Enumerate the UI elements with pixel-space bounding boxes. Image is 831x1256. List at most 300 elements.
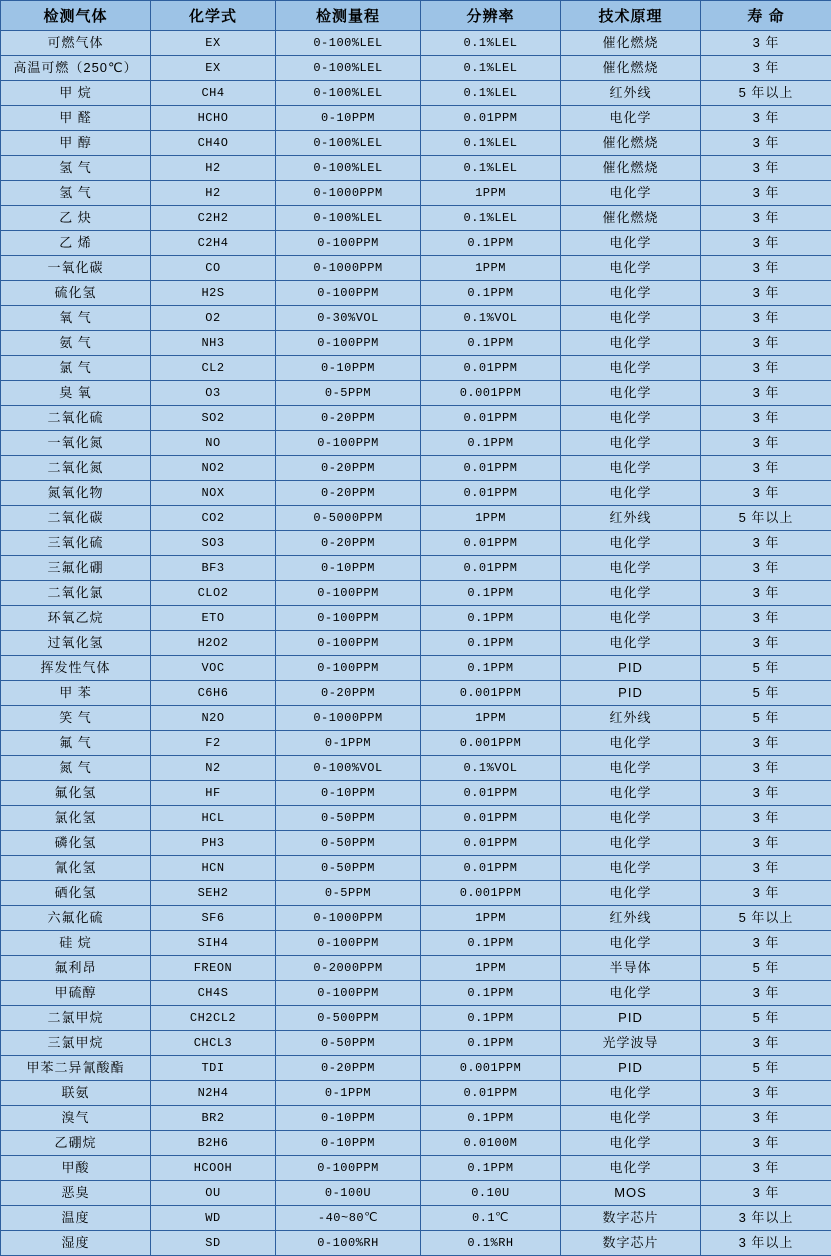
table-row: [1, 306, 831, 331]
table-cell-life: 3 年: [701, 456, 831, 481]
table-cell-formula: N2H4: [151, 1081, 276, 1106]
table-cell-formula: HF: [151, 781, 276, 806]
table-cell-res: 0.01PPM: [421, 106, 561, 131]
table-cell-range: 0-2000PPM: [276, 956, 421, 981]
table-cell-range: 0-100PPM: [276, 656, 421, 681]
table-cell-formula: C6H6: [151, 681, 276, 706]
table-cell-formula: CL2: [151, 356, 276, 381]
table-cell-life: 5 年: [701, 706, 831, 731]
table-cell-res: 0.01PPM: [421, 856, 561, 881]
table-cell-name: 甲 醇: [1, 131, 151, 156]
table-cell-name: 甲苯二异氰酸酯: [1, 1056, 151, 1081]
table-cell-res: 0.1PPM: [421, 606, 561, 631]
table-row: [1, 431, 831, 456]
table-row: [1, 906, 831, 931]
table-cell-range: 0-50PPM: [276, 831, 421, 856]
table-cell-tech: 电化学: [561, 256, 701, 281]
table-cell-formula: SD: [151, 1231, 276, 1256]
table-cell-range: 0-100%VOL: [276, 756, 421, 781]
table-cell-tech: 电化学: [561, 431, 701, 456]
table-cell-range: 0-20PPM: [276, 531, 421, 556]
table-cell-life: 3 年: [701, 56, 831, 81]
table-cell-life: 3 年: [701, 881, 831, 906]
table-row: [1, 131, 831, 156]
table-cell-res: 0.1%LEL: [421, 31, 561, 56]
table-cell-name: 联氨: [1, 1081, 151, 1106]
table-cell-range: 0-100%LEL: [276, 31, 421, 56]
table-cell-res: 0.001PPM: [421, 881, 561, 906]
table-cell-range: 0-100U: [276, 1181, 421, 1206]
table-cell-tech: 电化学: [561, 831, 701, 856]
table-cell-res: 0.1PPM: [421, 581, 561, 606]
table-row: [1, 781, 831, 806]
table-cell-name: 氟利昂: [1, 956, 151, 981]
table-row: [1, 106, 831, 131]
table-cell-name: 甲酸: [1, 1156, 151, 1181]
table-cell-life: 3 年: [701, 931, 831, 956]
table-row: [1, 1156, 831, 1181]
table-row: [1, 581, 831, 606]
table-cell-formula: CH4S: [151, 981, 276, 1006]
table-row: [1, 1006, 831, 1031]
table-cell-tech: 电化学: [561, 606, 701, 631]
table-cell-range: 0-1PPM: [276, 1081, 421, 1106]
table-cell-life: 3 年: [701, 781, 831, 806]
table-cell-range: 0-50PPM: [276, 1031, 421, 1056]
table-row: [1, 1031, 831, 1056]
table-row: [1, 881, 831, 906]
table-cell-name: 甲 醛: [1, 106, 151, 131]
table-cell-name: 三氯甲烷: [1, 1031, 151, 1056]
table-cell-name: 甲 苯: [1, 681, 151, 706]
table-cell-life: 3 年: [701, 481, 831, 506]
table-cell-life: 3 年: [701, 431, 831, 456]
table-row: [1, 1081, 831, 1106]
table-cell-res: 0.01PPM: [421, 1081, 561, 1106]
table-cell-range: 0-100%LEL: [276, 81, 421, 106]
table-cell-formula: C2H4: [151, 231, 276, 256]
table-cell-res: 0.1PPM: [421, 431, 561, 456]
table-cell-formula: BR2: [151, 1106, 276, 1131]
table-cell-life: 3 年: [701, 1031, 831, 1056]
table-cell-range: 0-1000PPM: [276, 706, 421, 731]
table-cell-life: 3 年: [701, 381, 831, 406]
table-cell-tech: 数字芯片: [561, 1206, 701, 1231]
table-cell-formula: TDI: [151, 1056, 276, 1081]
table-cell-formula: C2H2: [151, 206, 276, 231]
table-row: [1, 931, 831, 956]
table-cell-range: 0-100PPM: [276, 331, 421, 356]
table-cell-res: 0.01PPM: [421, 406, 561, 431]
table-cell-life: 3 年: [701, 231, 831, 256]
table-cell-tech: 电化学: [561, 731, 701, 756]
table-cell-res: 0.01PPM: [421, 531, 561, 556]
table-cell-formula: H2: [151, 181, 276, 206]
table-cell-range: 0-5PPM: [276, 381, 421, 406]
table-cell-formula: NO2: [151, 456, 276, 481]
table-cell-formula: OU: [151, 1181, 276, 1206]
table-cell-tech: 催化燃烧: [561, 206, 701, 231]
table-cell-range: 0-100%LEL: [276, 156, 421, 181]
table-cell-formula: SO3: [151, 531, 276, 556]
table-cell-formula: CO: [151, 256, 276, 281]
table-cell-range: 0-20PPM: [276, 456, 421, 481]
table-cell-range: 0-10PPM: [276, 106, 421, 131]
table-cell-name: 二氧化硫: [1, 406, 151, 431]
table-cell-life: 3 年: [701, 356, 831, 381]
table-cell-range: 0-100%RH: [276, 1231, 421, 1256]
table-cell-life: 5 年以上: [701, 81, 831, 106]
table-cell-formula: NOX: [151, 481, 276, 506]
table-cell-range: 0-5PPM: [276, 881, 421, 906]
table-cell-tech: 半导体: [561, 956, 701, 981]
table-row: [1, 31, 831, 56]
table-cell-res: 0.1PPM: [421, 631, 561, 656]
table-cell-res: 1PPM: [421, 706, 561, 731]
table-cell-name: 三氧化硫: [1, 531, 151, 556]
column-header-range: 检测量程: [276, 1, 421, 31]
table-row: [1, 231, 831, 256]
table-cell-res: 0.01PPM: [421, 356, 561, 381]
table-cell-range: 0-20PPM: [276, 481, 421, 506]
table-cell-name: 氧 气: [1, 306, 151, 331]
table-cell-tech: PID: [561, 656, 701, 681]
table-cell-tech: 电化学: [561, 306, 701, 331]
table-row: [1, 1056, 831, 1081]
table-cell-res: 0.01PPM: [421, 481, 561, 506]
table-cell-res: 0.1%LEL: [421, 81, 561, 106]
table-cell-formula: CO2: [151, 506, 276, 531]
table-row: [1, 856, 831, 881]
table-cell-life: 3 年: [701, 981, 831, 1006]
table-cell-res: 0.01PPM: [421, 806, 561, 831]
table-cell-res: 0.1PPM: [421, 331, 561, 356]
table-row: [1, 606, 831, 631]
table-cell-res: 0.1PPM: [421, 656, 561, 681]
table-cell-formula: CH4: [151, 81, 276, 106]
table-cell-tech: MOS: [561, 1181, 701, 1206]
table-cell-name: 氨 气: [1, 331, 151, 356]
table-cell-range: 0-1000PPM: [276, 181, 421, 206]
table-cell-formula: EX: [151, 31, 276, 56]
table-cell-life: 3 年: [701, 856, 831, 881]
table-cell-name: 臭 氧: [1, 381, 151, 406]
table-cell-life: 3 年: [701, 406, 831, 431]
table-cell-name: 六氟化硫: [1, 906, 151, 931]
table-row: [1, 506, 831, 531]
table-cell-res: 0.01PPM: [421, 456, 561, 481]
table-cell-res: 0.1℃: [421, 1206, 561, 1231]
table-cell-name: 硒化氢: [1, 881, 151, 906]
table-cell-res: 0.01PPM: [421, 781, 561, 806]
table-row: [1, 806, 831, 831]
table-cell-res: 1PPM: [421, 256, 561, 281]
table-cell-range: 0-20PPM: [276, 406, 421, 431]
table-cell-tech: 红外线: [561, 706, 701, 731]
table-cell-name: 磷化氢: [1, 831, 151, 856]
table-cell-life: 3 年: [701, 731, 831, 756]
table-cell-res: 0.1%RH: [421, 1231, 561, 1256]
table-row: [1, 531, 831, 556]
table-cell-res: 0.001PPM: [421, 1056, 561, 1081]
table-cell-life: 5 年以上: [701, 506, 831, 531]
table-header-row: [1, 1, 831, 31]
table-cell-formula: H2: [151, 156, 276, 181]
table-cell-res: 0.001PPM: [421, 381, 561, 406]
table-cell-tech: 电化学: [561, 406, 701, 431]
table-cell-tech: 电化学: [561, 806, 701, 831]
table-row: [1, 956, 831, 981]
table-cell-range: 0-100PPM: [276, 631, 421, 656]
table-cell-name: 乙 烯: [1, 231, 151, 256]
table-cell-formula: O2: [151, 306, 276, 331]
table-cell-range: 0-500PPM: [276, 1006, 421, 1031]
table-cell-tech: 电化学: [561, 581, 701, 606]
table-cell-name: 过氧化氢: [1, 631, 151, 656]
column-header-principle: 技术原理: [561, 1, 701, 31]
table-cell-formula: O3: [151, 381, 276, 406]
table-row: [1, 281, 831, 306]
table-row: [1, 831, 831, 856]
table-cell-tech: 电化学: [561, 931, 701, 956]
table-cell-name: 硅 烷: [1, 931, 151, 956]
table-cell-range: 0-100PPM: [276, 281, 421, 306]
table-cell-life: 5 年: [701, 1056, 831, 1081]
table-cell-name: 氰化氢: [1, 856, 151, 881]
table-cell-life: 3 年: [701, 156, 831, 181]
table-cell-range: 0-100%LEL: [276, 56, 421, 81]
table-row: [1, 1131, 831, 1156]
table-cell-formula: H2S: [151, 281, 276, 306]
table-row: [1, 56, 831, 81]
table-cell-life: 3 年: [701, 756, 831, 781]
table-cell-tech: 红外线: [561, 81, 701, 106]
table-cell-range: 0-20PPM: [276, 1056, 421, 1081]
table-cell-tech: 催化燃烧: [561, 56, 701, 81]
table-cell-tech: 光学波导: [561, 1031, 701, 1056]
table-cell-life: 3 年: [701, 256, 831, 281]
table-cell-res: 0.1PPM: [421, 1006, 561, 1031]
table-cell-formula: FREON: [151, 956, 276, 981]
table-cell-formula: EX: [151, 56, 276, 81]
table-cell-life: 3 年: [701, 1081, 831, 1106]
table-row: [1, 331, 831, 356]
table-cell-range: 0-100PPM: [276, 606, 421, 631]
table-cell-res: 0.0100M: [421, 1131, 561, 1156]
table-cell-formula: NH3: [151, 331, 276, 356]
table-cell-name: 一氧化氮: [1, 431, 151, 456]
table-cell-range: 0-10PPM: [276, 356, 421, 381]
table-cell-tech: 电化学: [561, 981, 701, 1006]
table-cell-formula: WD: [151, 1206, 276, 1231]
table-cell-life: 5 年: [701, 681, 831, 706]
column-header-formula: 化学式: [151, 1, 276, 31]
table-cell-life: 5 年: [701, 956, 831, 981]
column-header-resolution: 分辨率: [421, 1, 561, 31]
table-cell-formula: SIH4: [151, 931, 276, 956]
table-cell-name: 二氯甲烷: [1, 1006, 151, 1031]
table-cell-tech: 电化学: [561, 231, 701, 256]
table-cell-formula: HCHO: [151, 106, 276, 131]
table-cell-life: 3 年: [701, 556, 831, 581]
table-row: [1, 756, 831, 781]
table-cell-name: 二氧化氮: [1, 456, 151, 481]
table-cell-life: 5 年以上: [701, 906, 831, 931]
table-cell-res: 0.1PPM: [421, 981, 561, 1006]
table-cell-name: 笑 气: [1, 706, 151, 731]
table-cell-tech: PID: [561, 1056, 701, 1081]
table-cell-res: 0.1%LEL: [421, 131, 561, 156]
table-cell-range: 0-10PPM: [276, 1131, 421, 1156]
table-cell-life: 3 年: [701, 31, 831, 56]
table-cell-range: 0-1000PPM: [276, 906, 421, 931]
table-cell-tech: 催化燃烧: [561, 31, 701, 56]
table-cell-res: 0.10U: [421, 1181, 561, 1206]
table-cell-name: 硫化氢: [1, 281, 151, 306]
table-row: [1, 1231, 831, 1256]
table-cell-formula: NO: [151, 431, 276, 456]
table-row: [1, 1206, 831, 1231]
table-cell-tech: 电化学: [561, 381, 701, 406]
table-cell-formula: CLO2: [151, 581, 276, 606]
table-cell-res: 0.01PPM: [421, 556, 561, 581]
table-cell-name: 三氟化硼: [1, 556, 151, 581]
table-cell-name: 二氧化碳: [1, 506, 151, 531]
table-row: [1, 356, 831, 381]
table-cell-formula: ETO: [151, 606, 276, 631]
table-row: [1, 206, 831, 231]
table-cell-tech: 电化学: [561, 1081, 701, 1106]
table-cell-formula: CH4O: [151, 131, 276, 156]
table-cell-life: 5 年: [701, 1006, 831, 1031]
table-cell-range: 0-1PPM: [276, 731, 421, 756]
table-cell-name: 温度: [1, 1206, 151, 1231]
table-cell-range: 0-20PPM: [276, 681, 421, 706]
table-cell-res: 0.1PPM: [421, 1156, 561, 1181]
table-cell-tech: 电化学: [561, 331, 701, 356]
table-cell-name: 一氧化碳: [1, 256, 151, 281]
table-cell-range: 0-1000PPM: [276, 256, 421, 281]
table-cell-formula: CH2CL2: [151, 1006, 276, 1031]
table-cell-life: 3 年: [701, 631, 831, 656]
table-cell-res: 0.1PPM: [421, 231, 561, 256]
table-body: [1, 31, 831, 1256]
table-cell-name: 氯化氢: [1, 806, 151, 831]
table-cell-tech: 电化学: [561, 781, 701, 806]
table-cell-range: 0-10PPM: [276, 556, 421, 581]
table-cell-life: 3 年: [701, 806, 831, 831]
table-cell-formula: SO2: [151, 406, 276, 431]
table-cell-name: 氟 气: [1, 731, 151, 756]
table-cell-range: 0-100PPM: [276, 931, 421, 956]
table-cell-range: -40~80℃: [276, 1206, 421, 1231]
table-cell-tech: 电化学: [561, 1106, 701, 1131]
table-cell-res: 0.1PPM: [421, 931, 561, 956]
table-row: [1, 181, 831, 206]
table-row: [1, 981, 831, 1006]
table-cell-life: 3 年以上: [701, 1206, 831, 1231]
table-cell-range: 0-100PPM: [276, 1156, 421, 1181]
table-cell-life: 3 年: [701, 581, 831, 606]
table-cell-life: 3 年: [701, 131, 831, 156]
table-row: [1, 681, 831, 706]
table-cell-name: 氮 气: [1, 756, 151, 781]
table-cell-life: 3 年: [701, 106, 831, 131]
table-cell-formula: N2: [151, 756, 276, 781]
table-cell-tech: 红外线: [561, 906, 701, 931]
table-row: [1, 656, 831, 681]
table-cell-name: 溴气: [1, 1106, 151, 1131]
table-cell-range: 0-10PPM: [276, 781, 421, 806]
table-cell-formula: BF3: [151, 556, 276, 581]
table-cell-formula: SEH2: [151, 881, 276, 906]
table-cell-name: 氟化氢: [1, 781, 151, 806]
table-cell-life: 3 年: [701, 1106, 831, 1131]
table-cell-res: 0.1%VOL: [421, 306, 561, 331]
table-cell-range: 0-5000PPM: [276, 506, 421, 531]
table-cell-range: 0-100PPM: [276, 431, 421, 456]
table-cell-tech: 电化学: [561, 1156, 701, 1181]
table-cell-res: 0.01PPM: [421, 831, 561, 856]
table-cell-tech: PID: [561, 681, 701, 706]
table-cell-res: 0.1PPM: [421, 281, 561, 306]
table-cell-formula: HCN: [151, 856, 276, 881]
table-cell-tech: 电化学: [561, 856, 701, 881]
table-cell-range: 0-100PPM: [276, 231, 421, 256]
table-cell-res: 0.001PPM: [421, 681, 561, 706]
table-row: [1, 156, 831, 181]
table-row: [1, 81, 831, 106]
table-cell-res: 1PPM: [421, 906, 561, 931]
table-cell-life: 3 年: [701, 831, 831, 856]
table-cell-tech: 电化学: [561, 106, 701, 131]
table-cell-life: 3 年: [701, 1156, 831, 1181]
table-cell-formula: PH3: [151, 831, 276, 856]
table-cell-tech: 电化学: [561, 556, 701, 581]
table-cell-life: 3 年: [701, 206, 831, 231]
table-row: [1, 1181, 831, 1206]
table-cell-life: 3 年: [701, 1181, 831, 1206]
table-cell-life: 3 年: [701, 281, 831, 306]
table-row: [1, 731, 831, 756]
table-cell-res: 0.1PPM: [421, 1031, 561, 1056]
table-cell-range: 0-100%LEL: [276, 206, 421, 231]
table-cell-range: 0-50PPM: [276, 806, 421, 831]
table-cell-tech: 催化燃烧: [561, 131, 701, 156]
table-header: [1, 1, 831, 31]
table-cell-range: 0-100PPM: [276, 581, 421, 606]
table-cell-res: 1PPM: [421, 181, 561, 206]
table-cell-tech: 电化学: [561, 531, 701, 556]
table-cell-tech: 电化学: [561, 281, 701, 306]
table-cell-life: 5 年: [701, 656, 831, 681]
table-cell-tech: 电化学: [561, 481, 701, 506]
table-cell-formula: HCL: [151, 806, 276, 831]
table-row: [1, 1106, 831, 1131]
table-row: [1, 381, 831, 406]
table-row: [1, 706, 831, 731]
table-cell-formula: HCOOH: [151, 1156, 276, 1181]
table-cell-tech: 红外线: [561, 506, 701, 531]
table-cell-range: 0-10PPM: [276, 1106, 421, 1131]
table-cell-range: 0-100%LEL: [276, 131, 421, 156]
table-cell-life: 3 年: [701, 1131, 831, 1156]
table-cell-formula: CHCL3: [151, 1031, 276, 1056]
column-header-life: 寿 命: [701, 1, 831, 31]
table-cell-tech: 电化学: [561, 181, 701, 206]
table-cell-name: 氯 气: [1, 356, 151, 381]
table-cell-life: 3 年以上: [701, 1231, 831, 1256]
